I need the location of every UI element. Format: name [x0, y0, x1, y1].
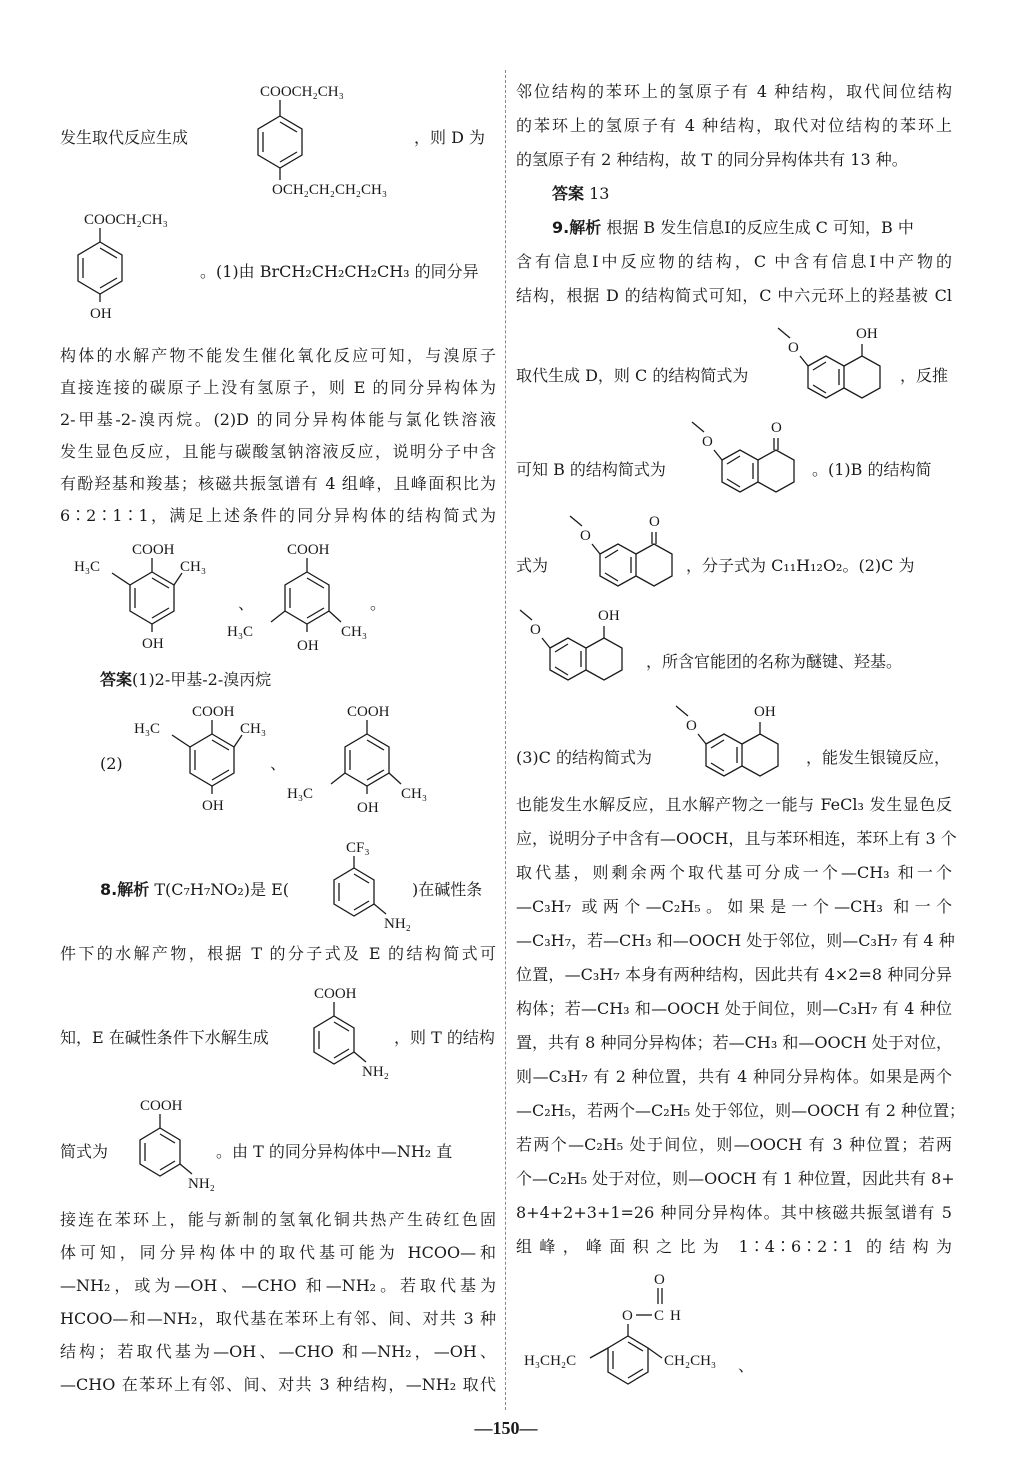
chem-answer-isomer-b [285, 700, 445, 820]
answer-label-right: 答案 [552, 184, 585, 203]
label-o: O [686, 718, 697, 734]
left-column [60, 0, 496, 1420]
label-nh2: NH₂ [188, 1176, 215, 1192]
text-sep2: 、 [270, 754, 287, 773]
label-cooch2ch3: COOCH₂CH₃ [260, 84, 344, 100]
label-cooh: COOH [347, 704, 390, 720]
label-oh: OH [142, 636, 164, 652]
text-q9-10: 应，说明分子中含有—OOCH，且与苯环相连，苯环上有 3 个 [516, 829, 957, 848]
label-o: O [649, 514, 660, 530]
label-cooh: COOH [314, 986, 357, 1002]
label-ch3: CH₃ [341, 624, 368, 640]
text-q9-18: —C₂H₅，若两个—C₂H₅ 处于邻位，则—OOCH 有 2 种位置； [516, 1101, 966, 1120]
text-q9-3: 结构，根据 D 的结构简式可知，C 中六元环上的羟基被 Cl [516, 286, 952, 305]
text-q8-3: 知，E 在碱性条件下水解生成 [60, 1028, 269, 1047]
label-oh: OH [598, 608, 620, 624]
text-r2: 的苯环上的氢原子有 4 种结构，取代对位结构的苯环上 [516, 116, 952, 135]
label-h3c: H₃C [134, 721, 161, 737]
answer-1: (1)2-甲基-2-溴丙烷 [132, 670, 272, 689]
text-q9-17: 则—C₃H₇ 有 2 种位置，共有 4 种同分异构体。如果是两个 [516, 1067, 952, 1086]
label-o: O [530, 622, 541, 638]
text-q8-4b: 。由 T 的同分异构体中—NH₂ 直 [216, 1142, 453, 1161]
text-q9-11: 取代基，则剩余两个取代基可分成一个—CH₃ 和一个 [516, 863, 952, 882]
text-l1: 发生取代反应生成 [60, 128, 189, 147]
text-q8-8: HCOO—和—NH₂，取代基在苯环上有邻、间、对共 3 种 [60, 1309, 496, 1328]
text-q9-22: 组峰，峰面积之比为 1∶4∶6∶2∶1 的结构为 [516, 1237, 952, 1256]
q9-label: 9.解析 [552, 218, 602, 237]
chem-3-aminobenzoic-acid [290, 984, 410, 1084]
label-o: O [788, 340, 799, 356]
label-h3c: H₃C [227, 624, 254, 640]
right-column [516, 0, 966, 1420]
label-o: O [771, 420, 782, 436]
label-oh: OH [754, 704, 776, 720]
label-och2ch2ch2ch3: OCH₂CH₂CH₂CH₃ [272, 182, 388, 198]
text-q9-7b: ，所含官能团的名称为醚键、羟基。 [646, 652, 903, 671]
label-ooch-c: C [654, 1308, 665, 1324]
text-q9-9: 也能发生水解反应，且水解产物之一能与 FeCl₃ 发生显色反 [516, 795, 952, 814]
text-sep1: 、 [238, 594, 255, 613]
text-q9-13: —C₃H₇，若—CH₃ 和—OOCH 处于邻位，则—C₃H₇ 有 4 种 [516, 931, 955, 950]
label-cooch2ch3: COOCH₂CH₃ [84, 212, 168, 228]
label-ooch-o-top: O [654, 1272, 665, 1288]
label-h3cch2: H₃CH₂C [524, 1353, 577, 1369]
answer-2-label: (2) [100, 754, 123, 773]
text-l5: 2-甲基-2-溴丙烷。(2)D 的同分异构体能与氯化铁溶液 [60, 410, 496, 429]
text-q9-8b: ，能发生银镜反应， [806, 748, 951, 767]
text-l8: 6∶2∶1∶1，满足上述条件的同分异构体的结构简式为 [60, 506, 496, 525]
text-sep: 、 [738, 1356, 755, 1375]
text-l6: 发生显色反应，且能与碳酸氢钠溶液反应，说明分子中含 [60, 442, 496, 461]
text-q9-8: (3)C 的结构简式为 [516, 748, 652, 767]
text-l4: 直接连接的碳原子上没有氢原子，则 E 的同分异构体为 [60, 378, 496, 397]
label-ch2ch3: CH₂CH₃ [664, 1353, 717, 1369]
text-l1b: ，则 D 为 [414, 128, 486, 147]
label-o: O [580, 528, 591, 544]
text-q8-1: T(C₇H₇NO₂)是 E( [154, 880, 290, 899]
chem-b-structure-1 [692, 412, 832, 512]
label-cf3: CF₃ [346, 840, 370, 856]
label-nh2: NH₂ [384, 916, 411, 932]
chem-diethylphenyl-formate [524, 1268, 754, 1408]
text-q8-10: —CHO 在苯环上有邻、间、对共 3 种结构，—NH₂ 取代 [60, 1375, 496, 1394]
text-l3: 构体的水解产物不能发生催化氧化反应可知，与溴原子 [60, 346, 496, 365]
text-q8-3b: ，则 T 的结构 [394, 1028, 495, 1047]
text-q8-4: 简式为 [60, 1142, 109, 1161]
text-q9-4: 取代生成 D，则 C 的结构简式为 [516, 366, 749, 385]
label-nh2: NH₂ [362, 1064, 389, 1080]
text-q9-4b: ，反推 [900, 366, 949, 385]
text-q9-1: 根据 B 发生信息Ⅰ的反应生成 C 可知，B 中 [606, 218, 914, 237]
text-q9-6b: ，分子式为 C₁₁H₁₂O₂。(2)C 为 [686, 556, 915, 575]
page-number: —150— [474, 1418, 538, 1438]
label-h3c: H₃C [74, 559, 101, 575]
text-q9-14: 位置，—C₃H₇ 本身有两种结构，因此共有 4×2=8 种同分异 [516, 965, 952, 984]
chem-c-structure-3 [676, 696, 816, 796]
label-ooch-h: H [670, 1308, 681, 1324]
text-q9-12: —C₃H₇ 或两个—C₂H₅。如果是一个—CH₃ 和一个 [516, 897, 952, 916]
label-oh: OH [856, 326, 878, 342]
text-q8-6: 体可知，同分异构体中的取代基可能为 HCOO—和 [60, 1243, 496, 1262]
answer-label: 答案 [100, 670, 133, 689]
chem-c-structure-2 [520, 600, 660, 700]
chem-isomer-a [70, 538, 230, 658]
text-r1: 邻位结构的苯环上的氢原子有 4 种结构，取代间位结构 [516, 82, 952, 101]
label-oh: OH [297, 638, 319, 654]
chem-c-structure-1 [778, 318, 918, 418]
label-ch3: CH₃ [401, 786, 428, 802]
label-ch3: CH₃ [240, 721, 267, 737]
text-l2: 。(1)由 BrCH₂CH₂CH₂CH₃ 的同分异 [200, 262, 479, 281]
text-q8-7: —NH₂，或为—OH、—CHO 和—NH₂。若取代基为 [60, 1276, 496, 1295]
text-q8-2: 件下的水解产物，根据 T 的分子式及 E 的结构简式可 [60, 944, 496, 963]
text-end1: 。 [370, 594, 387, 613]
label-ooch-o: O [622, 1308, 633, 1324]
text-q9-15: 构体；若—CH₃ 和—OOCH 处于间位，则—C₃H₇ 有 4 种位 [516, 999, 952, 1018]
text-q9-20: 个—C₂H₅ 处于对位，则—OOCH 有 1 种位置，因此共有 8+ [516, 1169, 955, 1188]
chem-answer-isomer-a [130, 700, 290, 820]
text-q8-1b: )在碱性条 [412, 880, 483, 899]
label-cooh: COOH [140, 1098, 183, 1114]
label-o: O [702, 434, 713, 450]
label-h3c: H₃C [287, 786, 314, 802]
label-ch3: CH₃ [180, 559, 207, 575]
column-divider [505, 70, 506, 1410]
q8-label: 8.解析 [100, 880, 150, 899]
label-oh: OH [357, 800, 379, 816]
text-q9-21: 8+4+2+3+1=26 种同分异构体。其中核磁共振氢谱有 5 [516, 1203, 952, 1222]
text-q9-5b: 。(1)B 的结构简 [812, 460, 932, 479]
label-cooh: COOH [287, 542, 330, 558]
label-oh: OH [90, 306, 112, 322]
text-q9-6: 式为 [516, 556, 549, 575]
chem-isomer-b [225, 538, 385, 658]
text-q9-2: 含有信息Ⅰ中反应物的结构，C 中含有信息Ⅰ中产物的 [516, 252, 952, 271]
label-oh: OH [202, 798, 224, 814]
text-q9-19: 若两个—C₂H₅ 处于间位，则—OOCH 有 3 种位置；若两 [516, 1135, 952, 1154]
text-q8-5: 接连在苯环上，能与新制的氢氧化铜共热产生砖红色固 [60, 1210, 496, 1229]
text-q8-9: 结构；若取代基为—OH、—CHO 和—NH₂，—OH、 [60, 1342, 496, 1361]
answer-13: 13 [589, 184, 610, 203]
text-q9-5: 可知 B 的结构简式为 [516, 460, 666, 479]
label-cooh: COOH [192, 704, 235, 720]
text-r3: 的氢原子有 2 种结构，故 T 的同分异构体共有 13 种。 [516, 150, 908, 169]
text-l7: 有酚羟基和羧基；核磁共振氢谱有 4 组峰，且峰面积比为 [60, 474, 496, 493]
text-q9-16: 置，共有 8 种同分异构体；若—CH₃ 和—OOCH 处于对位， [516, 1033, 952, 1052]
label-cooh: COOH [132, 542, 175, 558]
